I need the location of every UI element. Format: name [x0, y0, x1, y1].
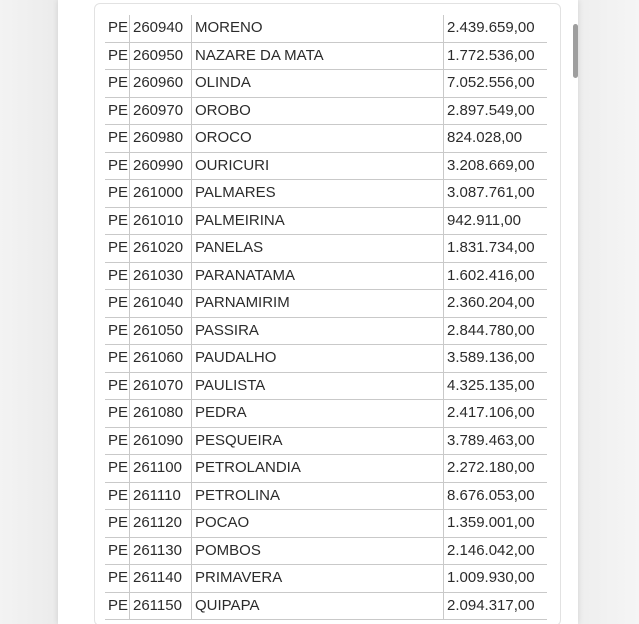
- table-row: [105, 70, 547, 98]
- table-row: [105, 15, 547, 42]
- table-row: [105, 262, 547, 290]
- table-row: [105, 345, 547, 373]
- value-cell: 1.831.734,00: [444, 235, 548, 263]
- table-row: [105, 455, 547, 483]
- uf-cell: PE: [105, 317, 130, 345]
- uf-cell: PE: [105, 15, 130, 42]
- municipality-cell: POMBOS: [192, 537, 444, 565]
- code-cell: 261020: [130, 235, 192, 263]
- vertical-scrollbar-thumb[interactable]: [573, 24, 578, 78]
- uf-cell: PE: [105, 510, 130, 538]
- code-cell: 261070: [130, 372, 192, 400]
- value-cell: 3.789.463,00: [444, 427, 548, 455]
- code-cell: 261130: [130, 537, 192, 565]
- municipality-cell: PARANATAMA: [192, 262, 444, 290]
- table-row: [105, 235, 547, 263]
- table-row: [105, 400, 547, 428]
- code-cell: 261110: [130, 482, 192, 510]
- code-cell: 261120: [130, 510, 192, 538]
- value-cell: 3.589.136,00: [444, 345, 548, 373]
- uf-cell: PE: [105, 42, 130, 70]
- municipality-cell: PESQUEIRA: [192, 427, 444, 455]
- municipality-cell: PAUDALHO: [192, 345, 444, 373]
- table-row: [105, 537, 547, 565]
- table-scroll-container[interactable]: [94, 3, 561, 624]
- municipality-cell: PALMARES: [192, 180, 444, 208]
- municipality-cell: OLINDA: [192, 70, 444, 98]
- value-cell: 1.602.416,00: [444, 262, 548, 290]
- uf-cell: PE: [105, 345, 130, 373]
- municipality-cell: PAULISTA: [192, 372, 444, 400]
- value-cell: 1.359.001,00: [444, 510, 548, 538]
- value-cell: 2.897.549,00: [444, 97, 548, 125]
- municipality-cell: OURICURI: [192, 152, 444, 180]
- value-cell: 2.844.780,00: [444, 317, 548, 345]
- uf-cell: PE: [105, 565, 130, 593]
- table-row: [105, 372, 547, 400]
- code-cell: 261060: [130, 345, 192, 373]
- uf-cell: PE: [105, 537, 130, 565]
- uf-cell: PE: [105, 235, 130, 263]
- code-cell: 261010: [130, 207, 192, 235]
- uf-cell: PE: [105, 427, 130, 455]
- municipality-cell: PARNAMIRIM: [192, 290, 444, 318]
- municipality-cell: OROBO: [192, 97, 444, 125]
- uf-cell: PE: [105, 97, 130, 125]
- code-cell: 261030: [130, 262, 192, 290]
- uf-cell: PE: [105, 125, 130, 153]
- code-cell: 261140: [130, 565, 192, 593]
- municipality-cell: POCAO: [192, 510, 444, 538]
- municipality-cell: MORENO: [192, 15, 444, 42]
- value-cell: 1.009.930,00: [444, 565, 548, 593]
- uf-cell: PE: [105, 455, 130, 483]
- municipality-cell: NAZARE DA MATA: [192, 42, 444, 70]
- municipality-cell: PALMEIRINA: [192, 207, 444, 235]
- uf-cell: PE: [105, 400, 130, 428]
- table-row: [105, 97, 547, 125]
- municipality-cell: PEDRA: [192, 400, 444, 428]
- municipality-cell: PETROLINA: [192, 482, 444, 510]
- value-cell: 942.911,00: [444, 207, 548, 235]
- table-row: [105, 125, 547, 153]
- code-cell: 261000: [130, 180, 192, 208]
- uf-cell: PE: [105, 152, 130, 180]
- municipality-cell: PETROLANDIA: [192, 455, 444, 483]
- table-row: [105, 482, 547, 510]
- value-cell: 2.360.204,00: [444, 290, 548, 318]
- code-cell: 260940: [130, 15, 192, 42]
- value-cell: 2.146.042,00: [444, 537, 548, 565]
- municipality-values-table: [105, 15, 547, 620]
- code-cell: 261150: [130, 592, 192, 620]
- table-row: [105, 317, 547, 345]
- table-row: [105, 207, 547, 235]
- uf-cell: PE: [105, 592, 130, 620]
- code-cell: 260970: [130, 97, 192, 125]
- table-row: [105, 565, 547, 593]
- value-cell: 8.676.053,00: [444, 482, 548, 510]
- uf-cell: PE: [105, 372, 130, 400]
- value-cell: 3.087.761,00: [444, 180, 548, 208]
- code-cell: 261090: [130, 427, 192, 455]
- value-cell: 824.028,00: [444, 125, 548, 153]
- uf-cell: PE: [105, 207, 130, 235]
- value-cell: 1.772.536,00: [444, 42, 548, 70]
- value-cell: 4.325.135,00: [444, 372, 548, 400]
- municipality-cell: PANELAS: [192, 235, 444, 263]
- table-row: [105, 180, 547, 208]
- document-page: [58, 0, 578, 624]
- uf-cell: PE: [105, 180, 130, 208]
- value-cell: 2.094.317,00: [444, 592, 548, 620]
- value-cell: 2.439.659,00: [444, 15, 548, 42]
- table-row: [105, 152, 547, 180]
- value-cell: 3.208.669,00: [444, 152, 548, 180]
- uf-cell: PE: [105, 290, 130, 318]
- municipality-cell: PRIMAVERA: [192, 565, 444, 593]
- code-cell: 261040: [130, 290, 192, 318]
- value-cell: 2.417.106,00: [444, 400, 548, 428]
- municipality-cell: PASSIRA: [192, 317, 444, 345]
- value-cell: 7.052.556,00: [444, 70, 548, 98]
- table-row: [105, 592, 547, 620]
- uf-cell: PE: [105, 70, 130, 98]
- code-cell: 261100: [130, 455, 192, 483]
- code-cell: 260990: [130, 152, 192, 180]
- code-cell: 261080: [130, 400, 192, 428]
- background-left: [0, 0, 60, 624]
- uf-cell: PE: [105, 262, 130, 290]
- code-cell: 260960: [130, 70, 192, 98]
- table-row: [105, 42, 547, 70]
- table-row: [105, 290, 547, 318]
- value-cell: 2.272.180,00: [444, 455, 548, 483]
- code-cell: 261050: [130, 317, 192, 345]
- municipality-cell: OROCO: [192, 125, 444, 153]
- table-row: [105, 510, 547, 538]
- table-row: [105, 427, 547, 455]
- code-cell: 260950: [130, 42, 192, 70]
- municipality-cell: QUIPAPA: [192, 592, 444, 620]
- uf-cell: PE: [105, 482, 130, 510]
- code-cell: 260980: [130, 125, 192, 153]
